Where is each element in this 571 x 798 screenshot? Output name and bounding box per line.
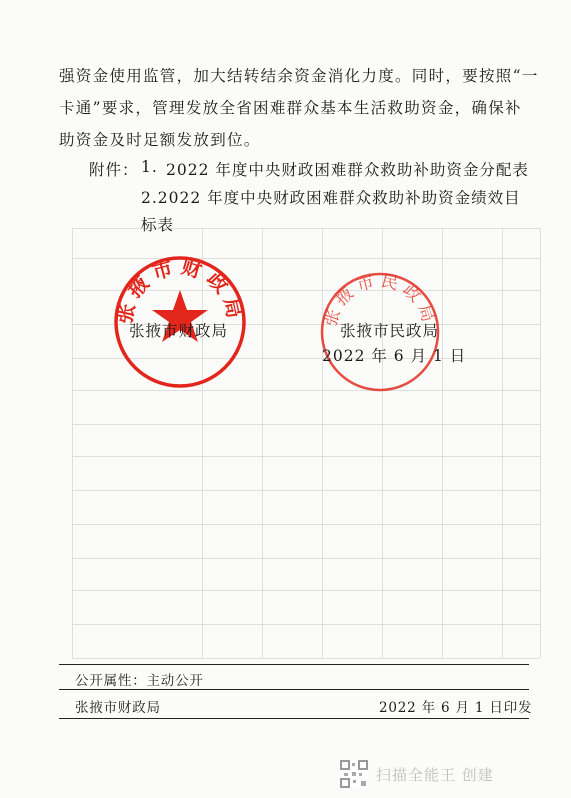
issuer: 张掖市财政局	[75, 700, 161, 716]
attachment-1: 2022 年度中央财政困难群众救助补助资金分配表	[166, 161, 529, 179]
ghost-col-line	[442, 228, 443, 658]
ghost-col-line	[72, 228, 73, 658]
footer-rule-bottom	[59, 718, 529, 719]
ghost-col-line	[262, 228, 263, 658]
ghost-row-line	[72, 624, 540, 625]
signer-civil-affairs-bureau: 张掖市民政局	[340, 322, 440, 340]
ghost-row-line	[72, 424, 540, 425]
ghost-row-line	[72, 390, 540, 391]
ghost-row-line	[72, 456, 540, 457]
finance-seal-text: 张掖市财政局	[112, 254, 248, 326]
ghost-col-line	[540, 228, 541, 658]
body-line-2: 卡通”要求，管理发放全省困难群众基本生活救助资金，确保补	[59, 99, 522, 117]
signing-date: 2022 年 6 月 1 日	[322, 347, 467, 365]
ghost-row-line	[72, 524, 540, 525]
footer-rule-middle	[59, 689, 529, 690]
civil-seal-text: 张掖市民政局	[320, 270, 440, 330]
qr-code-icon	[340, 760, 368, 788]
attachment-2-continued: 标表	[141, 216, 175, 234]
attachments-label: 附件：	[89, 161, 139, 179]
attachment-2: 2.2022 年度中央财政困难群众救助补助资金绩效目	[141, 189, 521, 207]
scanner-watermark	[340, 760, 494, 788]
print-date: 2022 年 6 月 1 日印发	[379, 700, 533, 716]
watermark-text: 扫描全能王 创建	[376, 765, 494, 784]
ghost-row-line	[72, 490, 540, 491]
public-attribute: 公开属性：主动公开	[75, 673, 204, 689]
body-line-1: 强资金使用监管，加大结转结余资金消化力度。同时，要按照“一	[59, 67, 539, 85]
ghost-row-line	[72, 590, 540, 591]
attachment-1-number: 1.	[141, 158, 158, 176]
body-line-3: 助资金及时足额发放到位。	[59, 131, 261, 149]
ghost-row-line	[72, 558, 540, 559]
footer-rule-top	[59, 664, 529, 665]
signer-finance-bureau: 张掖市财政局	[129, 322, 229, 340]
ghost-col-line	[502, 228, 503, 658]
ghost-row-line	[72, 658, 540, 659]
